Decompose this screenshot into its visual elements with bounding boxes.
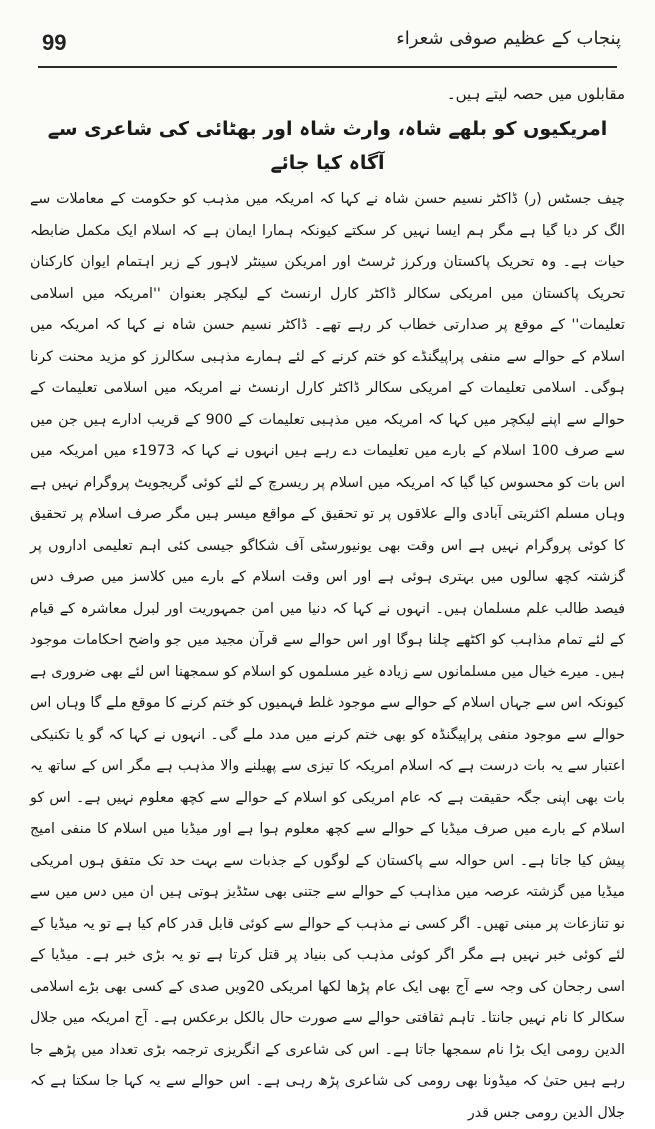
- body-paragraph: چیف جسٹس (ر) ڈاکٹر نسیم حسن شاہ نے کہا کہ امریکہ میں مذہب کو حکومت کے معاملات سے الگ کر دیا گیا ہے مگر ہم ایسا نہیں کر سکتے کیونکہ ہمارا ایمان ہے کہ اسلام ایک مکمل ضابطہ حیات ہے۔ وہ تحریک پاکستان ورکرز ٹرسٹ اور امریکن سینٹر لاہور کے زیر اہتمام ایوان کارکنان تحریک پاکستان میں امریکی سکالر ڈاکٹر کارل ارنسٹ کے لیکچر بعنوان ''امریکہ میں اسلامی تعلیمات'' کے موقع پر صدارتی خطاب کر رہے تھے۔ ڈاکٹر نسیم حسن شاہ نے کہا کہ امریکہ میں اسلام کے حوالے سے منفی پراپیگنڈے کو ختم کرنے کے لئے ہمارے مذہبی سکالرز کو مزید محنت کرنا ہوگی۔ اسلامی تعلیمات کے امریکی سکالر ڈاکٹر کارل ارنسٹ نے امریکہ میں اسلامی تعلیمات کے حوالے سے اپنے لیکچر میں کہا کہ امریکہ میں مذہبی تعلیمات کے 900 کے قریب ادارے ہیں جن میں سے صرف 100 اسلام کے بارے میں تعلیمات دے رہے ہیں انہوں نے کہا کہ 1973ء میں امریکہ میں اس بات کو محسوس کیا گیا کہ امریکہ میں اسلام پر ریسرچ کے لئے کوئی گریجویٹ پروگرام نہیں ہے وہاں مسلم اکثریتی آبادی والے علاقوں پر تو تحقیق کے مواقع میسر ہیں مگر صرف اسلام پر تحقیق کا کوئی پروگرام نہیں ہے اس وقت بھی یونیورسٹی آف شکاگو جیسی کئی اہم تعلیمی اداروں پر گزشتہ کچھ سالوں میں بہتری ہوئی ہے اور اس وقت اسلام کے بارے میں کلاسز میں صرف دس فیصد طالب علم مسلمان ہیں۔ انہوں نے کہا کہ دنیا میں امن جمہوریت اور لبرل معاشرہ کے قیام کے لئے تمام مذاہب کو اکٹھے چلنا ہوگا اور اس حوالے سے قرآن مجید میں جو واضح احکامات موجود ہیں۔ میرے خیال میں مسلمانوں سے زیادہ غیر مسلموں کو اسلام کو سمجھنا اس لئے بھی ضروری ہے کیونکہ اس سے جہاں اسلام کے حوالے سے موجود غلط فہمیوں کو ختم کرنے کا موقع ملے گا وہاں اس حوالے سے موجود منفی پراپیگنڈہ کو بھی ختم کرنے میں مدد ملے گی۔ انہوں نے کہا کہ گو یا تکنیکی اعتبار سے یہ بات درست ہے کہ اسلام امریکہ کا تیزی سے پھیلنے والا مذہب ہے مگر اس کے ساتھ یہ بات بھی اپنی جگہ حقیقت ہے کہ عام امریکی کو اسلام کے حوالے سے کچھ معلوم نہیں ہے۔ اس کو اسلام کے بارے میں صرف میڈیا کے حوالے سے کچھ معلوم ہوا ہے اور میڈیا میں اسلام کا منفی امیج پیش کیا جاتا ہے۔ اس حوالہ سے پاکستان کے لوگوں کے جذبات سے بہت حد تک متفق ہوں امریکی میڈیا میں گزشتہ عرصہ میں مذاہب کے حوالے سے جتنی بھی سٹڈیز ہوتی ہیں ان میں دس میں سے نو تنازعات پر مبنی تھیں۔ اگر کسی نے مذہب کے حوالے سے کوئی قابل قدر کام کیا ہے تو یہ میڈیا کے لئے کوئی خبر نہیں ہے مگر اگر کوئی مذہب کی بنیاد پر قتل کرتا ہے تو یہ بڑی خبر ہے۔ میڈیا کے اسی رجحان کی وجہ سے آج بھی ایک عام پڑھا لکھا امریکی 20ویں صدی کے کسی بھی بڑے اسلامی سکالر کا نام نہیں جانتا۔ تاہم ثقافتی حوالے سے صورت حال بالکل برعکس ہے۔ آج امریکہ میں جلال الدین رومی ایک بڑا نام سمجھا جاتا ہے۔ اس کی شاعری کے انگریزی ترجمہ بڑی تعداد میں پڑھے جا رہے ہیں حتیٰ کہ میڈونا بھی رومی کی شاعری پڑھ رہی ہے۔ اس حوالے سے یہ کہا جا سکتا ہے کہ جلال الدین رومی جس قدر: [30, 191, 625, 1121]
- continued-line: مقابلوں میں حصہ لیتے ہیں۔: [446, 85, 625, 103]
- header-divider: [38, 66, 617, 68]
- page-header: [30, 26, 625, 66]
- article-heading: امریکیوں کو بلھے شاہ، وارث شاہ اور بھٹائی کی شاعری سے آگاہ کیا جائے: [47, 118, 608, 174]
- running-head: پنجاب کے عظیم صوفی شعراء: [396, 28, 621, 49]
- page-content: [30, 80, 625, 1121]
- page-number: 99: [42, 30, 67, 55]
